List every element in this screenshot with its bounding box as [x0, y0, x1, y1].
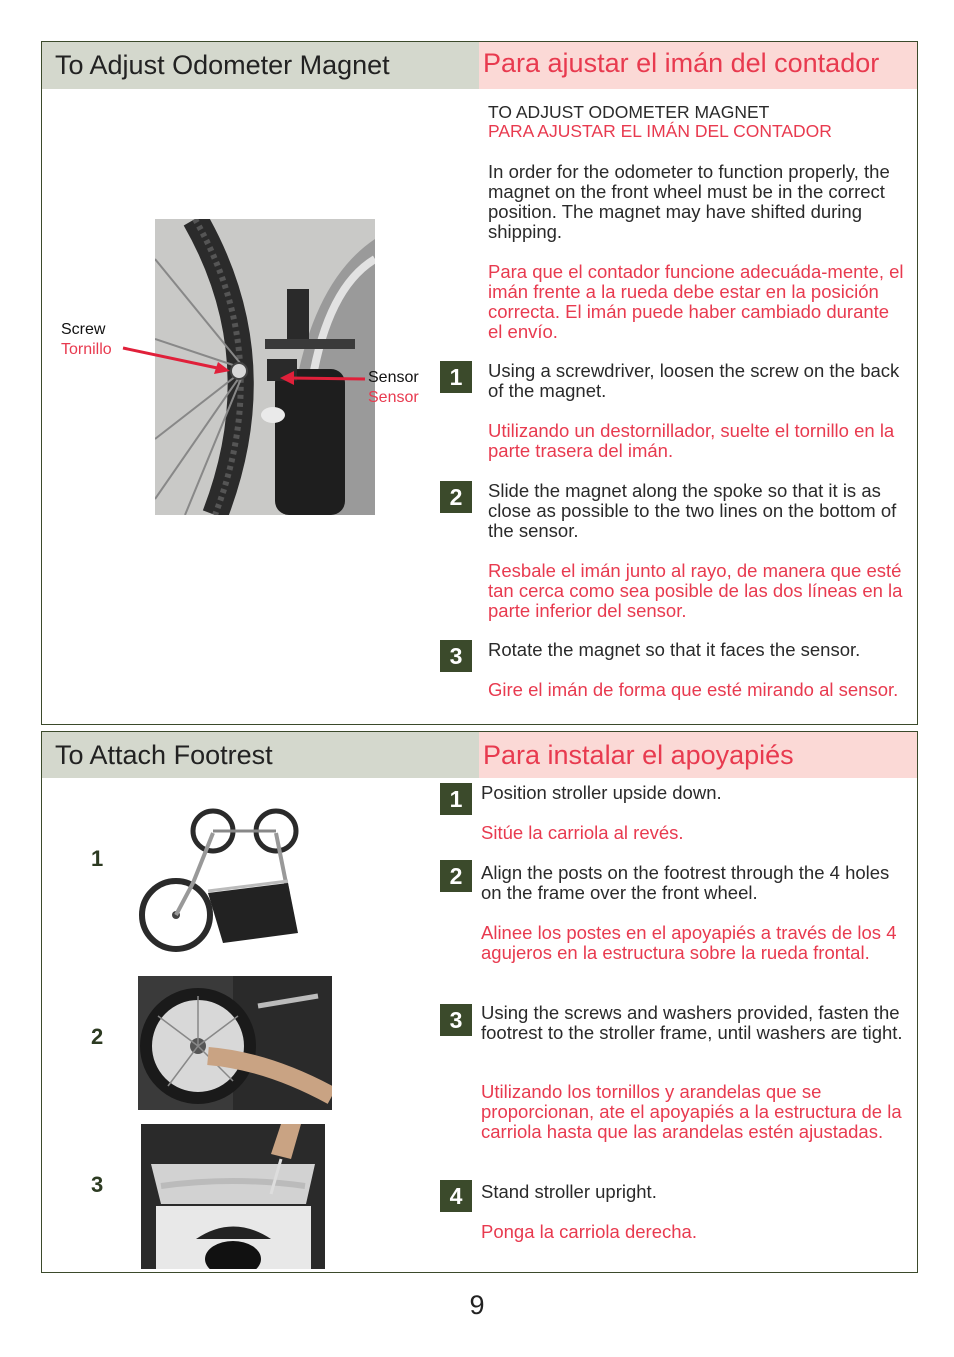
section2-title-en: To Attach Footrest [42, 732, 479, 778]
screw-label-en: Screw [61, 321, 106, 338]
section1-subtitle-en: TO ADJUST ODOMETER MAGNET [488, 102, 770, 122]
section2-step2-es: Alinee los postes en el apoyapiés a través de los 4 agujeros en la estructura sobre la rueda frontal. [481, 922, 897, 963]
section2-title-es: Para instalar el apoyapiés [479, 732, 917, 778]
sensor-label-es: Sensor [368, 389, 419, 406]
page-number: 9 [469, 1290, 485, 1320]
section2-step3-es: Utilizando los tornillos y arandelas que se proporcionan, ate el apoyapiés a la estructura de la carriola hasta que las arandelas estén ajustadas. [481, 1081, 902, 1142]
section1-intro-en: In order for the odometer to function properly, the magnet on the front wheel must be in the correct position. The magnet may have shifted during shipping. [488, 161, 890, 242]
section1-title-en: To Adjust Odometer Magnet [42, 42, 479, 89]
footrest-align-photo [138, 976, 332, 1110]
section1-intro-es: Para que el contador funcione adecuáda-mente, el imán frente a la rueda debe estar en la posición correcta. El imán puede haber cambiado durante el envío. [488, 261, 904, 342]
step-number-badge: 2 [440, 481, 472, 513]
step-number-badge: 1 [440, 361, 472, 393]
footrest-fasten-photo [141, 1124, 325, 1269]
figure-label: 1 [91, 846, 104, 871]
sensor-label-en: Sensor [368, 369, 419, 386]
section1-step2-es: Resbale el imán junto al rayo, de manera que esté tan cerca como sea posible de las dos líneas en la parte inferior del sensor. [488, 560, 903, 621]
figure-label: 2 [91, 1024, 104, 1049]
step-number-badge: 1 [440, 783, 472, 815]
step-number-badge: 4 [440, 1180, 472, 1212]
section2-step1-en: Position stroller upside down. [481, 782, 722, 803]
section1-subtitle-es: PARA AJUSTAR EL IMÁN DEL CONTADOR [488, 121, 832, 141]
section2-step2-en: Align the posts on the footrest through the 4 holes on the frame over the front wheel. [481, 862, 890, 903]
section2-step4-es: Ponga la carriola derecha. [481, 1221, 697, 1242]
section2-step1-es: Sitúe la carriola al revés. [481, 822, 684, 843]
step-number-badge: 3 [440, 1004, 472, 1036]
stroller-upside-down-photo [138, 803, 308, 958]
section1-title-es: Para ajustar el imán del contador [479, 42, 917, 89]
section1-step2-en: Slide the magnet along the spoke so that it is as close as possible to the two lines on the bottom of the sensor. [488, 480, 897, 541]
section1-step1-es: Utilizando un destornillador, suelte el tornillo en la parte trasera del imán. [488, 420, 895, 461]
section1-step1-en: Using a screwdriver, loosen the screw on the back of the magnet. [488, 360, 900, 401]
section2-step3-en: Using the screws and washers provided, fasten the footrest to the stroller frame, until washers are tight. [481, 1002, 903, 1043]
figure-label: 3 [91, 1172, 104, 1197]
section2-step4-en: Stand stroller upright. [481, 1181, 657, 1202]
step-number-badge: 2 [440, 860, 472, 892]
section1-step3-en: Rotate the magnet so that it faces the sensor. [488, 639, 861, 660]
wheel-sensor-photo [155, 219, 375, 515]
step-number-badge: 3 [440, 640, 472, 672]
section1-step3-es: Gire el imán de forma que esté mirando al sensor. [488, 679, 899, 700]
screw-label-es: Tornillo [61, 341, 112, 358]
